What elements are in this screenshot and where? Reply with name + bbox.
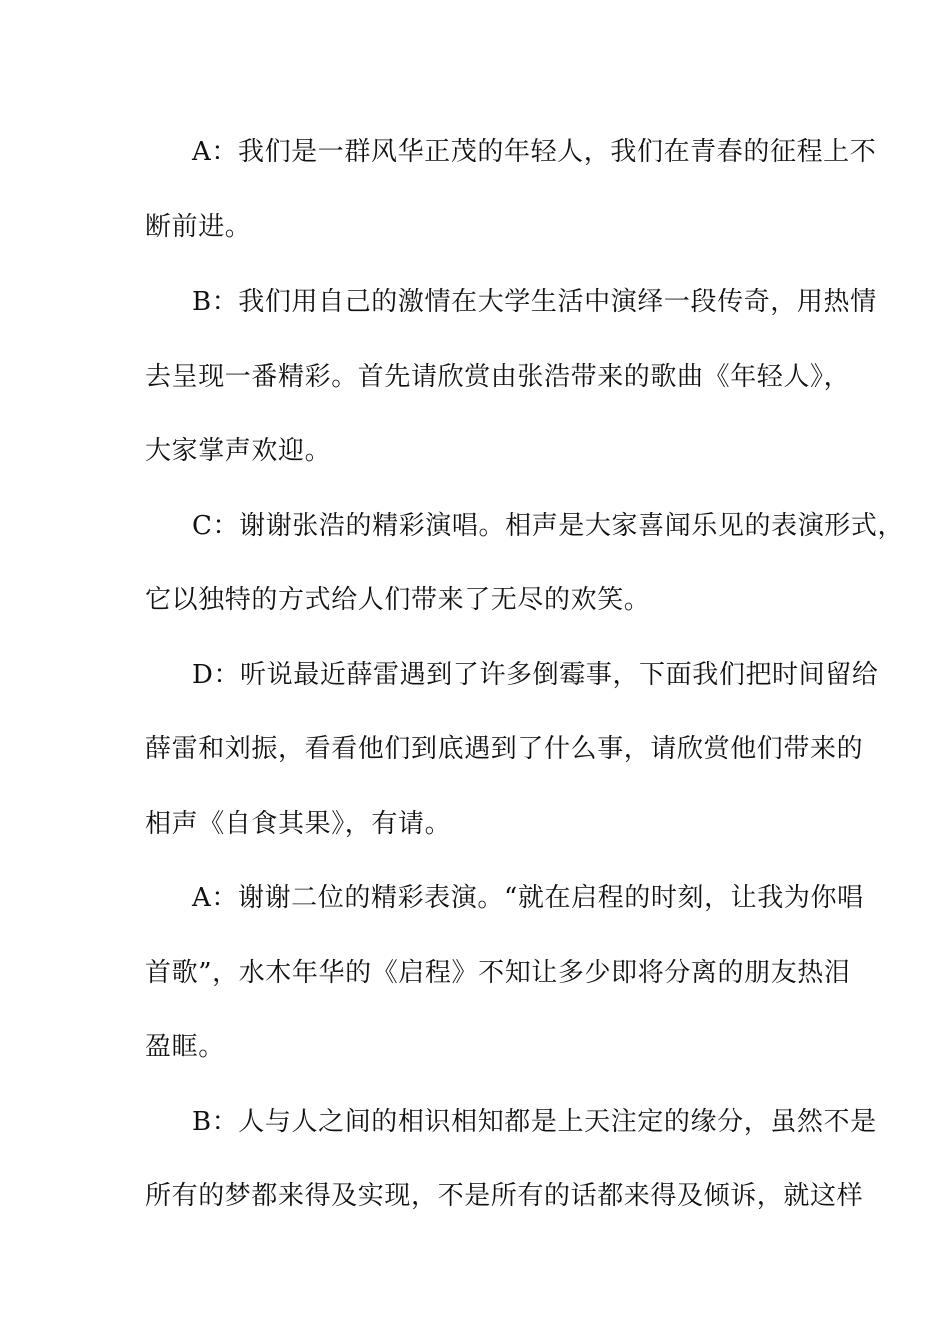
- paragraph-c1-line-1: C：谢谢张浩的精彩演唱。相声是大家喜闻乐见的表演形式，: [192, 511, 905, 541]
- paragraph-a2-line-1: A：谢谢二位的精彩表演。“就在启程的时刻，让我为你唱: [192, 883, 864, 913]
- paragraph-b2-line-1: B：人与人之间的相识相知都是上天注定的缘分，虽然不是: [192, 1107, 877, 1137]
- paragraph-b1-line-2: 去呈现一番精彩。首先请欣赏由张浩带来的歌曲《年轻人》，: [145, 362, 851, 392]
- paragraph-b1-line-1: B：我们用自己的激情在大学生活中演绎一段传奇，用热情: [192, 287, 877, 317]
- paragraph-b2-line-2: 所有的梦都来得及实现，不是所有的话都来得及倾诉，就这样: [145, 1181, 864, 1211]
- paragraph-a1-line-2: 断前进。: [145, 212, 252, 242]
- paragraph-a1-line-1: A：我们是一群风华正茂的年轻人，我们在青春的征程上不: [192, 137, 877, 167]
- paragraph-a2-line-3: 盈眶。: [145, 1032, 225, 1062]
- paragraph-a2-line-2: 首歌”，水木年华的《启程》不知让多少即将分离的朋友热泪: [145, 958, 851, 988]
- paragraph-d1-line-1: D：听说最近薛雷遇到了许多倒霉事，下面我们把时间留给: [192, 660, 879, 690]
- paragraph-d1-line-2: 薛雷和刘振，看看他们到底遇到了什么事，请欣赏他们带来的: [145, 734, 864, 764]
- paragraph-b1-line-3: 大家掌声欢迎。: [145, 436, 332, 466]
- paragraph-d1-line-3: 相声《自食其果》，有请。: [145, 809, 452, 839]
- paragraph-c1-line-2: 它以独特的方式给人们带来了无尽的欢笑。: [145, 585, 651, 615]
